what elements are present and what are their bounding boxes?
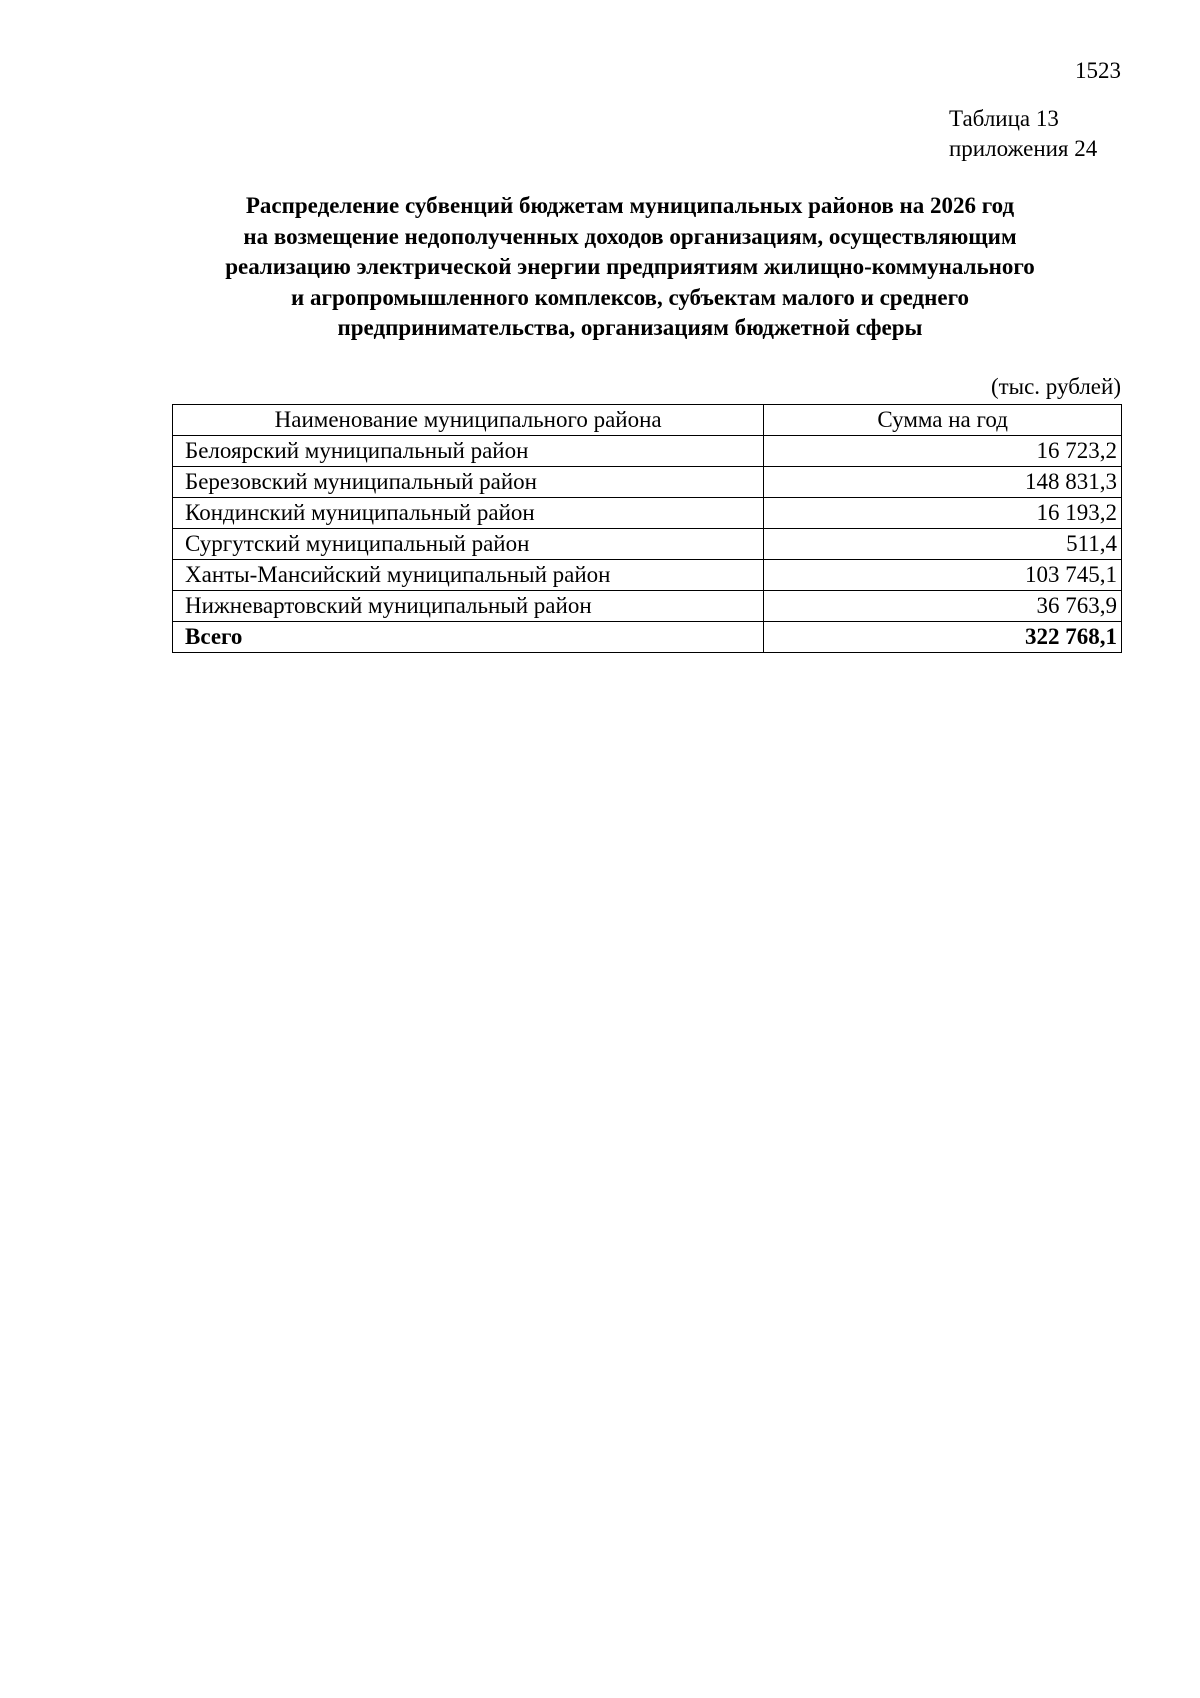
table-reference-line: Таблица 13 — [949, 106, 1059, 131]
total-sum-cell: 322 768,1 — [764, 622, 1122, 653]
sum-cell: 36 763,9 — [764, 591, 1122, 622]
sum-cell: 16 193,2 — [764, 498, 1122, 529]
table-row — [173, 436, 1122, 467]
table-reference — [949, 104, 1097, 164]
district-name-cell: Белоярский муниципальный район — [173, 436, 764, 467]
sum-cell: 16 723,2 — [764, 436, 1122, 467]
district-name-cell: Березовский муниципальный район — [173, 467, 764, 498]
district-name-cell: Кондинский муниципальный район — [173, 498, 764, 529]
table-row — [173, 467, 1122, 498]
units-label: (тыс. рублей) — [990, 374, 1121, 399]
title-line: реализацию электрической энергии предприятиям жилищно-коммунального — [225, 254, 1035, 279]
subvention-table — [172, 404, 1122, 653]
table-row — [173, 529, 1122, 560]
table-reference-line: приложения 24 — [949, 136, 1098, 161]
sum-cell: 148 831,3 — [764, 467, 1122, 498]
total-label-cell: Всего — [173, 622, 764, 653]
table-total-row — [173, 622, 1122, 653]
table-row — [173, 560, 1122, 591]
document-title — [150, 191, 1110, 344]
page-number: 1523 — [1075, 58, 1121, 83]
table-row — [173, 498, 1122, 529]
title-line: предпринимательства, организациям бюджетной сферы — [337, 315, 923, 340]
district-name-cell: Ханты-Мансийский муниципальный район — [173, 560, 764, 591]
district-name-cell: Сургутский муниципальный район — [173, 529, 764, 560]
sum-cell: 103 745,1 — [764, 560, 1122, 591]
column-header-district: Наименование муниципального района — [173, 405, 764, 436]
title-line: Распределение субвенций бюджетам муниципальных районов на 2026 год — [245, 193, 1015, 218]
column-header-sum: Сумма на год — [764, 405, 1122, 436]
title-line: на возмещение недополученных доходов организациям, осуществляющим — [243, 223, 1017, 249]
title-line: и агропромышленного комплексов, субъектам малого и среднего — [291, 284, 969, 310]
district-name-cell: Нижневартовский муниципальный район — [173, 591, 764, 622]
sum-cell: 511,4 — [764, 529, 1122, 560]
table-row — [173, 591, 1122, 622]
table-header-row — [173, 405, 1122, 436]
